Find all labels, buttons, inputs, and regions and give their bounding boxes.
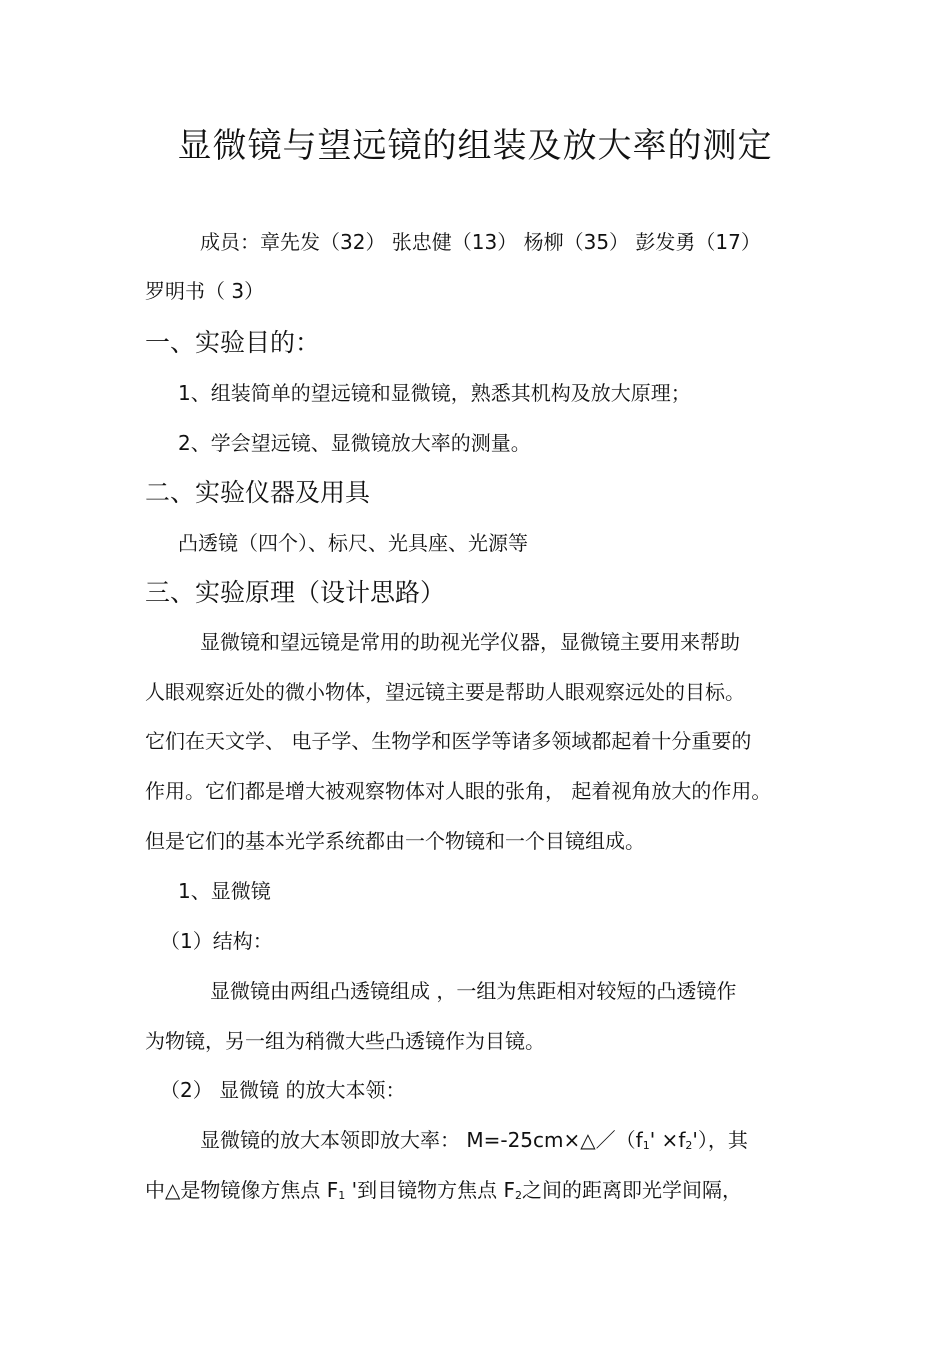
section-1-item-2: 2、学会望远镜、显微镜放大率的测量。: [178, 431, 531, 455]
section-3-para-line-5: 但是它们的基本光学系统都由一个物镜和一个目镜组成。: [145, 829, 645, 853]
section-1-item-1: 1、组装简单的望远镜和显微镜，熟悉其机构及放大原理；: [178, 381, 691, 405]
structure-para-line-2: 为物镜，另一组为稍微大些凸透镜作为目镜。: [145, 1029, 545, 1053]
formula-part-c: '），其: [692, 1128, 748, 1152]
optical-interval-line: [145, 1176, 742, 1210]
subsection-microscope-heading: 1、显微镜: [178, 879, 271, 903]
interval-sub-2: 2: [514, 1189, 522, 1202]
interval-part-b: '到目镜物方焦点 F: [345, 1178, 515, 1202]
section-3-para-line-3: 它们在天文学、 电子学、生物学和医学等诸多领域都起着十分重要的: [145, 729, 752, 753]
formula-part-a: 显微镜的放大本领即放大率： M=-25cm×△／（f: [200, 1128, 643, 1152]
section-3-para-line-2: 人眼观察近处的微小物体，望远镜主要是帮助人眼观察远处的目标。: [145, 680, 745, 704]
magnification-formula-line: [200, 1126, 748, 1160]
interval-part-c: 之间的距离即光学间隔，: [521, 1178, 742, 1202]
section-3-heading: 三、实验原理（设计思路）: [145, 578, 446, 607]
interval-part-a: 中△是物镜像方焦点 F: [145, 1178, 339, 1202]
section-1-heading: 一、实验目的：: [145, 328, 321, 357]
formula-sub-2: 2: [685, 1139, 693, 1152]
members-line-1: 成员：章先发（32） 张忠健（13） 杨柳（35） 彭发勇（17）: [200, 230, 761, 254]
formula-sub-1: 1: [642, 1139, 650, 1152]
section-3-para-line-4: 作用。它们都是增大被观察物体对人眼的张角， 起着视角放大的作用。: [145, 779, 772, 803]
interval-sub-1: 1: [338, 1189, 346, 1202]
structure-para-line-1: 显微镜由两组凸透镜组成 ，一组为焦距相对较短的凸透镜作: [210, 979, 737, 1003]
formula-part-b: ' ×f: [649, 1128, 686, 1152]
document-title: 显微镜与望远镜的组装及放大率的测定: [177, 126, 773, 166]
section-3-para-line-1: 显微镜和望远镜是常用的助视光学仪器，显微镜主要用来帮助: [200, 630, 740, 654]
magnification-label: （2） 显微镜 的放大本领：: [160, 1078, 406, 1102]
section-2-text: 凸透镜（四个）、标尺、光具座、光源等: [178, 531, 528, 555]
section-2-heading: 二、实验仪器及用具: [145, 478, 371, 507]
members-line-2: 罗明书（ 3）: [145, 279, 265, 303]
structure-label: （1）结构：: [160, 929, 273, 953]
